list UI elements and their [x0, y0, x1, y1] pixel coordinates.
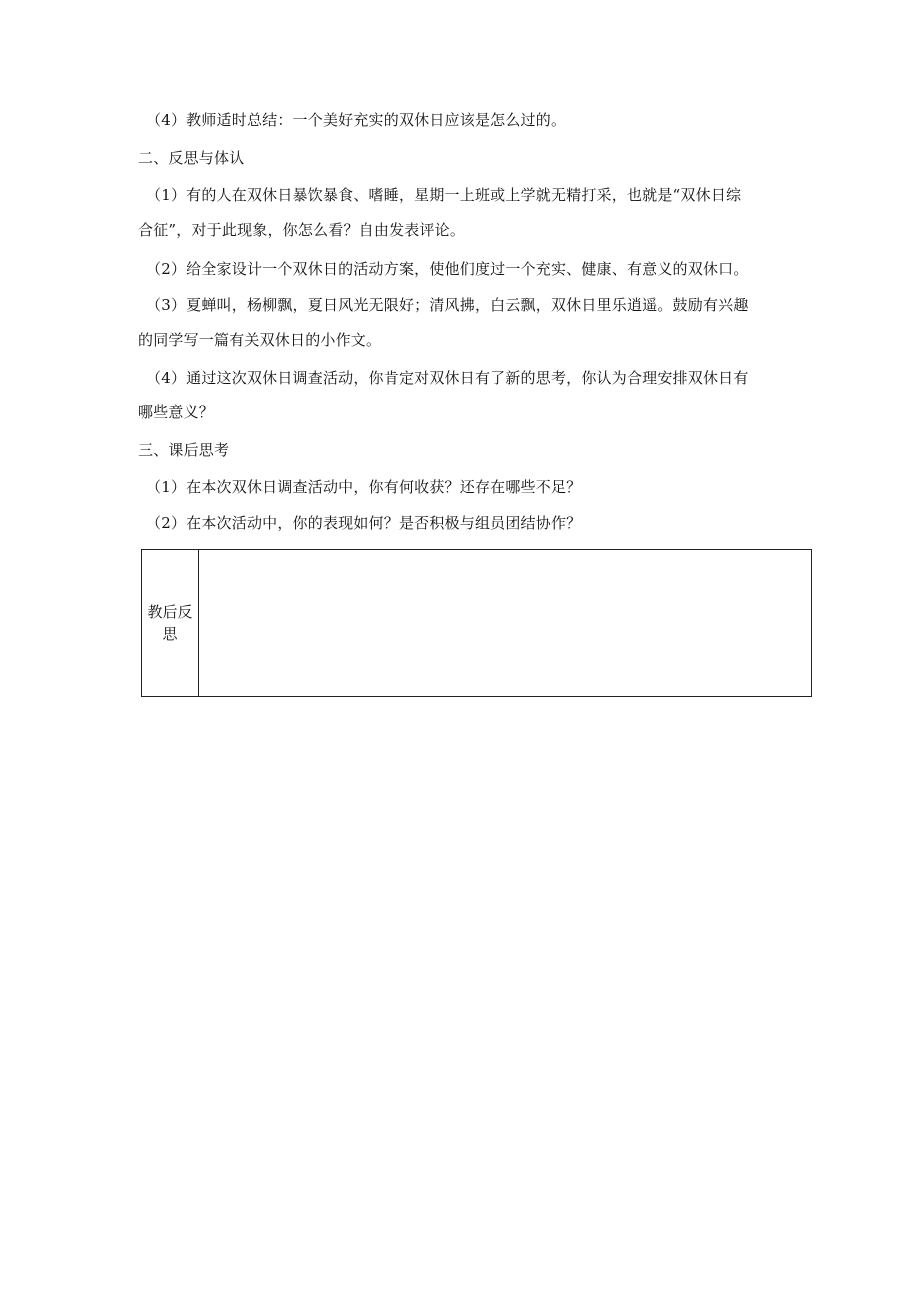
- after-class-item-1: （1）在本次双休日调查活动中，你有何收获？还存在哪些不足？: [146, 478, 582, 496]
- section-heading-reflection: 二、反思与体认: [138, 149, 245, 167]
- step-4-teacher-summary: （4）教师适时总结：一个美好充实的双休日应该是怎么过的。: [146, 111, 567, 129]
- reflection-item-4-line-1: （4）通过这次双休日调查活动，你肯定对双休日有了新的思考，你认为合理安排双休日有: [146, 369, 749, 387]
- reflection-item-3-line-2: 的同学写一篇有关双休日的小作文。: [138, 331, 382, 349]
- reflection-item-3-line-1: （3）夏蝉叫，杨柳飘，夏日风光无限好；清风拂，白云飘，双休日里乐逍遥。鼓励有兴趣: [146, 296, 749, 314]
- table-row: [142, 550, 812, 697]
- after-class-item-2: （2）在本次活动中，你的表现如何？是否积极与组员团结协作？: [146, 514, 582, 532]
- teaching-reflection-table: [141, 549, 812, 697]
- reflection-item-1-line-2: 合征”，对于此现象，你怎么看？自由发表评论。: [138, 221, 466, 239]
- teaching-reflection-label: 教后反思: [142, 550, 199, 697]
- reflection-item-2: （2）给全家设计一个双休日的活动方案，使他们度过一个充实、健康、有意义的双休口。: [146, 260, 749, 278]
- reflection-item-1-line-1: （1）有的人在双休日暴饮暴食、嗜睡，星期一上班或上学就无精打采，也就是“双休日综: [146, 186, 742, 204]
- teaching-reflection-content: [199, 550, 812, 697]
- section-heading-after-class: 三、课后思考: [138, 441, 230, 459]
- reflection-item-4-line-2: 哪些意义？: [138, 403, 215, 421]
